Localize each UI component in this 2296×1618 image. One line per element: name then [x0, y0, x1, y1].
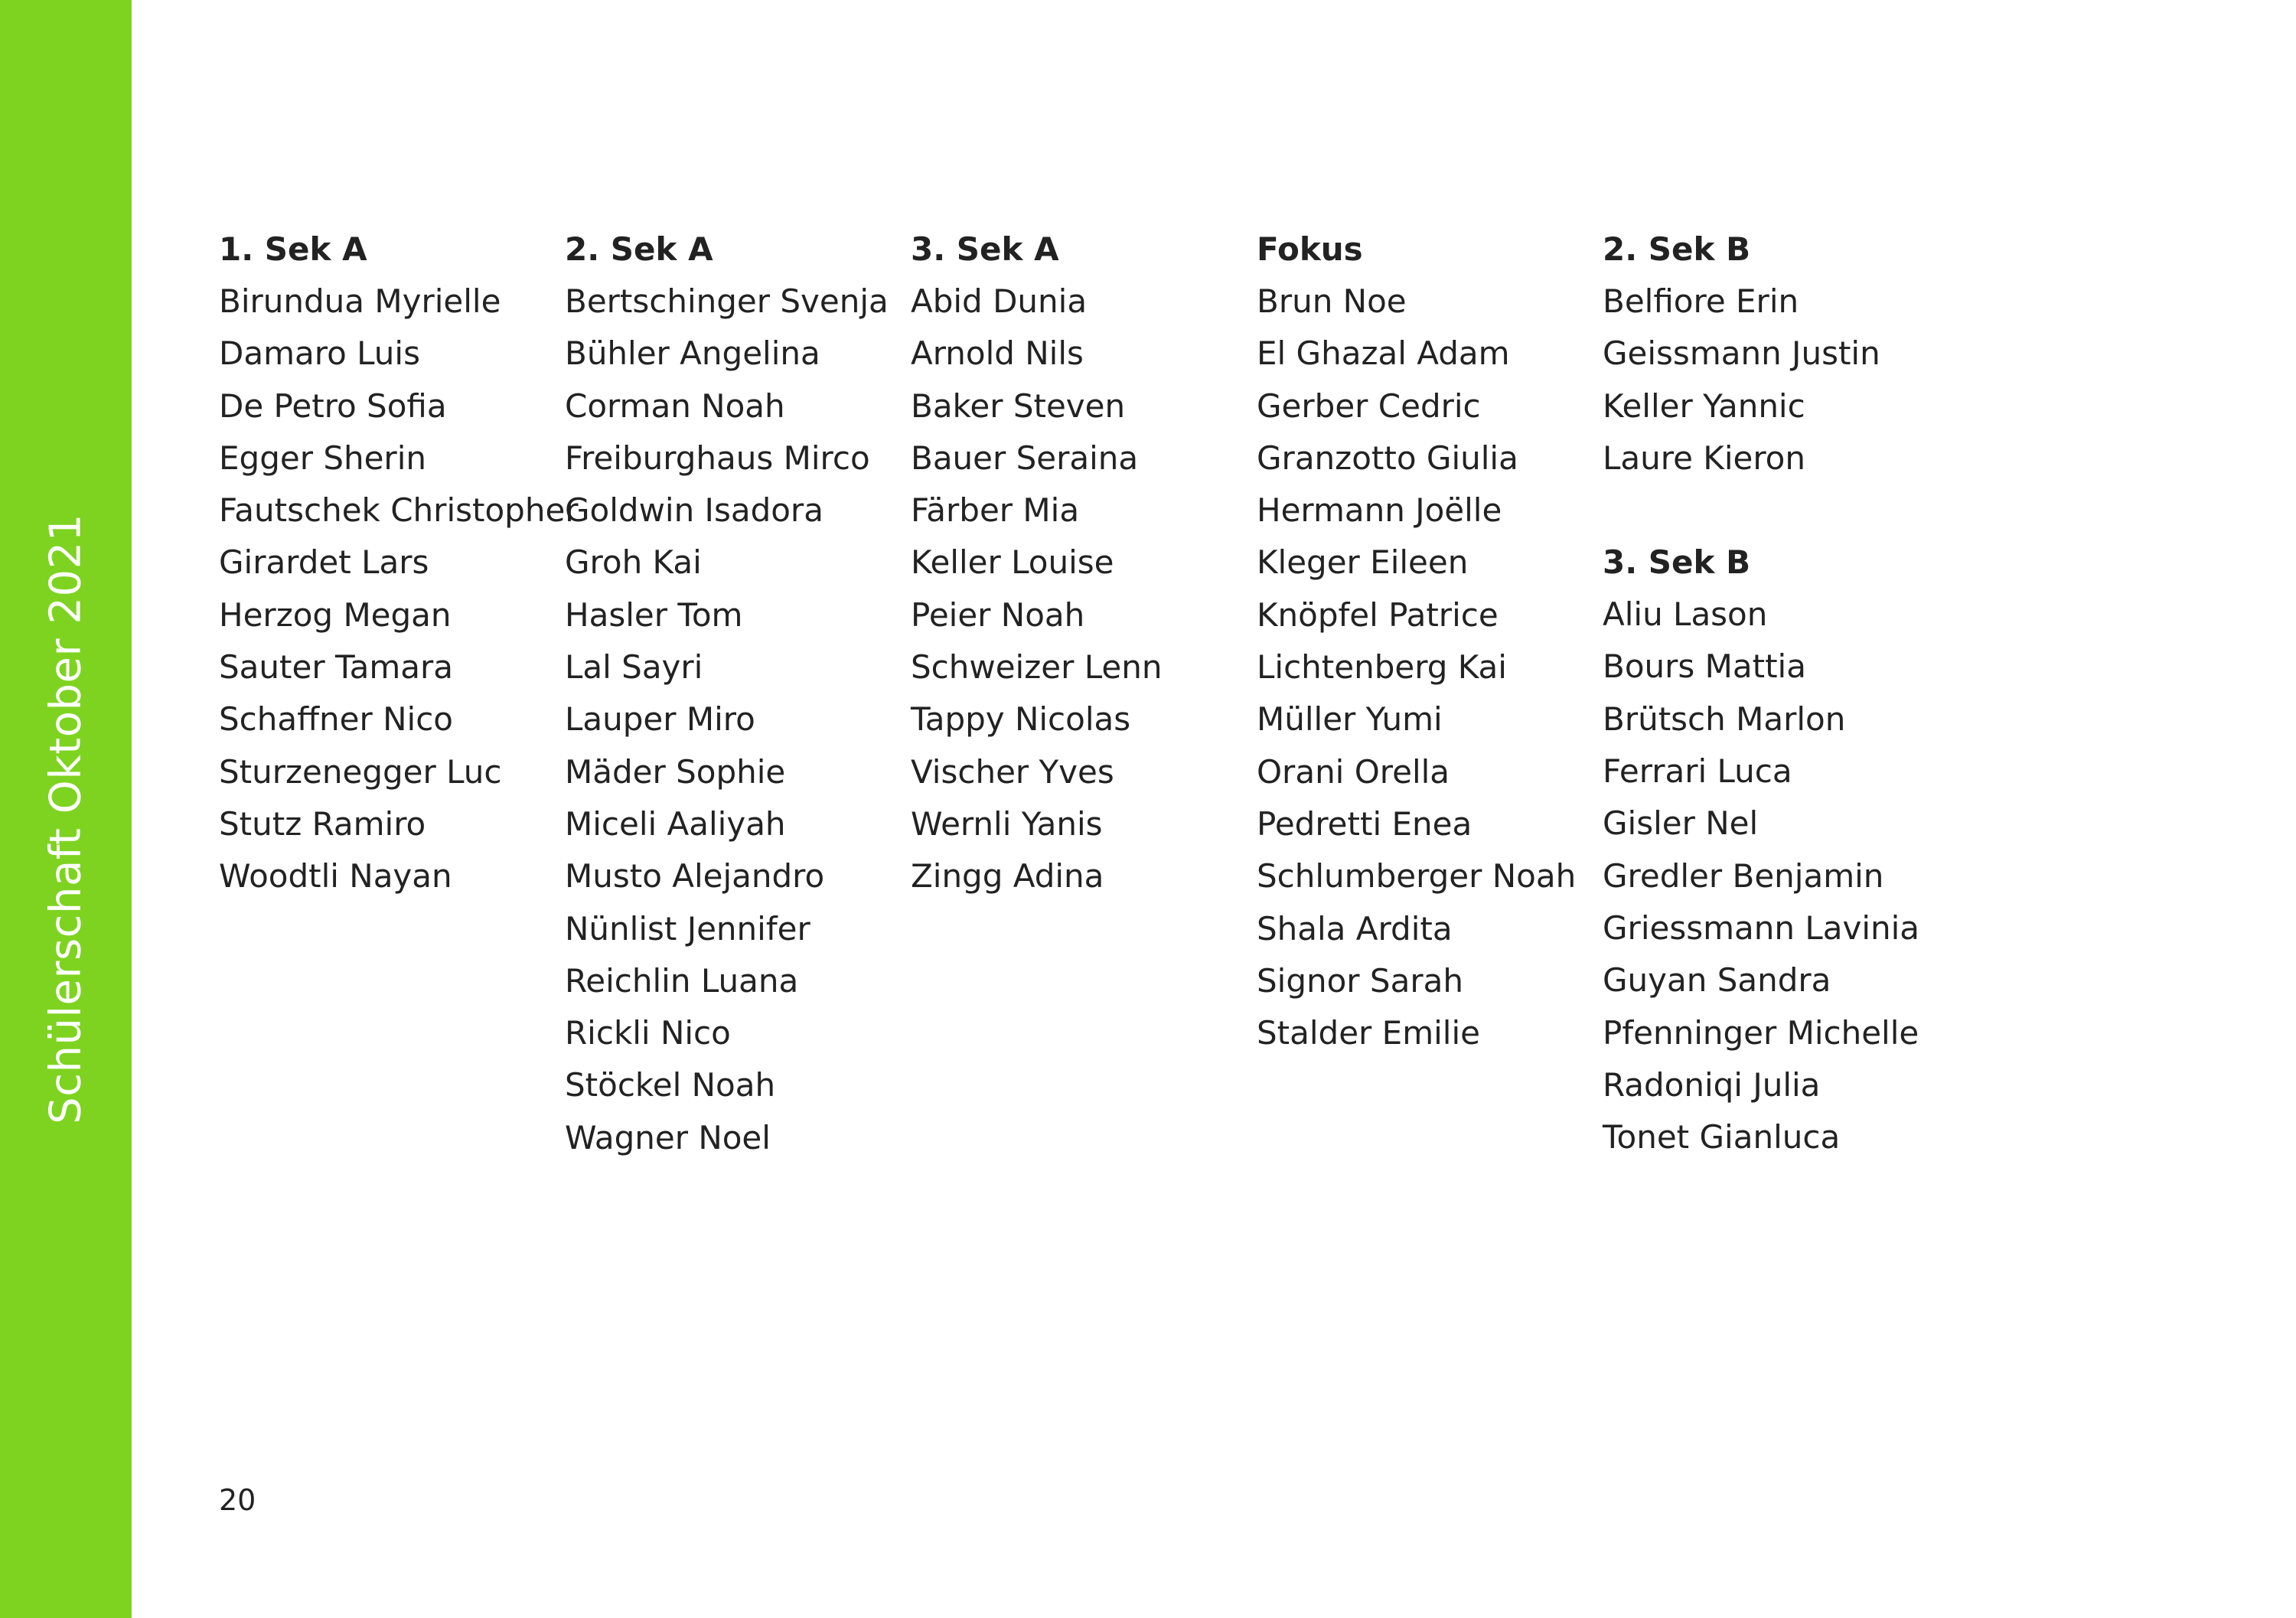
student-name: Arnold Nils	[911, 334, 1084, 373]
student-name: Knöpfel Patrice	[1257, 595, 1499, 634]
student-name: Wernli Yanis	[911, 804, 1103, 843]
student-name: Sturzenegger Luc	[219, 752, 502, 791]
student-list	[565, 276, 902, 1164]
page-number: 20	[219, 1483, 256, 1517]
student-name: Bertschinger Svenja	[565, 282, 889, 320]
class-group	[565, 223, 902, 1164]
student-name: Radoniqi Julia	[1603, 1065, 1821, 1104]
student-name: Sauter Tamara	[219, 648, 454, 687]
student-name: Damaro Luis	[219, 334, 420, 373]
student-name: Tonet Gianluca	[1603, 1118, 1841, 1156]
student-name: Bühler Angelina	[565, 334, 820, 373]
class-group	[1257, 223, 1593, 1059]
student-name: Hasler Tom	[565, 595, 743, 634]
student-name: Brütsch Marlon	[1603, 700, 1846, 738]
student-name: Bauer Seraina	[911, 439, 1139, 477]
group-spacer	[1603, 484, 1939, 537]
student-list	[911, 276, 1247, 903]
student-name: Orani Orella	[1257, 752, 1450, 791]
student-name: Stutz Ramiro	[219, 804, 426, 843]
student-name: Granzotto Giulia	[1257, 439, 1518, 477]
class-header: 2. Sek B	[1603, 230, 1751, 268]
student-name: Bours Mattia	[1603, 648, 1806, 686]
student-name: Lal Sayri	[565, 648, 703, 687]
student-name: Stalder Emilie	[1257, 1014, 1480, 1052]
student-name: Herzog Megan	[219, 595, 452, 634]
student-name: Griessmann Lavinia	[1603, 908, 1920, 947]
student-name: Müller Yumi	[1257, 700, 1443, 739]
student-name: Goldwin Isadora	[565, 491, 823, 530]
student-name: Signor Sarah	[1257, 961, 1463, 1000]
student-name: Woodtli Nayan	[219, 857, 452, 895]
student-name: Abid Dunia	[911, 282, 1088, 320]
student-name: Gredler Benjamin	[1603, 856, 1884, 895]
student-name: De Petro Sofia	[219, 387, 447, 425]
student-name: Pfenninger Michelle	[1603, 1013, 1919, 1052]
student-name: Schlumberger Noah	[1257, 857, 1577, 895]
class-group	[1603, 223, 1939, 484]
student-name: Mäder Sophie	[565, 752, 786, 791]
class-group	[911, 223, 1247, 903]
class-header: Fokus	[1257, 230, 1363, 268]
student-name: Schweizer Lenn	[911, 648, 1163, 687]
student-name: Rickli Nico	[565, 1014, 731, 1052]
student-name: Groh Kai	[565, 543, 702, 582]
student-name: Nünlist Jennifer	[565, 909, 810, 948]
student-name: Corman Noah	[565, 387, 785, 425]
student-name: Egger Sherin	[219, 439, 426, 477]
class-column-3	[911, 223, 1247, 903]
student-name: Belfiore Erin	[1603, 282, 1799, 320]
student-name: Reichlin Luana	[565, 961, 799, 1000]
class-header: 2. Sek A	[565, 230, 713, 268]
student-name: Pedretti Enea	[1257, 804, 1473, 843]
student-name: Lauper Miro	[565, 700, 755, 739]
student-name: Tappy Nicolas	[911, 700, 1131, 739]
student-name: Kleger Eileen	[1257, 543, 1469, 582]
student-name: Girardet Lars	[219, 543, 429, 582]
class-header: 3. Sek A	[911, 230, 1059, 268]
student-list	[1257, 276, 1593, 1059]
student-name: Freiburghaus Mirco	[565, 439, 870, 477]
student-name: Brun Noe	[1257, 282, 1407, 320]
student-name: Fautschek Christopher	[219, 491, 579, 530]
student-name: Keller Louise	[911, 543, 1114, 582]
class-column-2	[565, 223, 902, 1164]
student-name: Färber Mia	[911, 491, 1080, 530]
student-name: Gerber Cedric	[1257, 387, 1481, 425]
student-name: Wagner Noel	[565, 1118, 771, 1156]
class-group	[219, 223, 579, 903]
student-name: Miceli Aaliyah	[565, 804, 786, 843]
student-name: Peier Noah	[911, 595, 1085, 634]
student-name: Schaffner Nico	[219, 700, 453, 739]
student-name: Vischer Yves	[911, 752, 1114, 791]
student-name: Baker Steven	[911, 387, 1126, 425]
side-band	[0, 0, 132, 1618]
student-name: Birundua Myrielle	[219, 282, 501, 320]
student-name: Shala Ardita	[1257, 909, 1453, 948]
class-column-5	[1603, 223, 1939, 1163]
student-name: Keller Yannic	[1603, 387, 1805, 425]
side-title: Schülerschaft Oktober 2021	[41, 514, 91, 1124]
student-name: El Ghazal Adam	[1257, 334, 1510, 373]
student-name: Musto Alejandro	[565, 857, 825, 895]
class-column-4	[1257, 223, 1593, 1059]
student-name: Hermann Joëlle	[1257, 491, 1502, 530]
student-name: Aliu Lason	[1603, 595, 1768, 634]
class-group	[1603, 537, 1939, 1163]
student-list	[1603, 276, 1939, 484]
student-list	[1603, 589, 1939, 1163]
student-name: Stöckel Noah	[565, 1066, 776, 1104]
student-name: Ferrari Luca	[1603, 752, 1792, 791]
student-name: Gisler Nel	[1603, 804, 1759, 843]
student-list	[219, 276, 579, 903]
student-name: Zingg Adina	[911, 857, 1104, 895]
student-name: Guyan Sandra	[1603, 961, 1831, 1000]
student-name: Geissmann Justin	[1603, 334, 1880, 373]
student-name: Lichtenberg Kai	[1257, 648, 1507, 687]
student-name: Laure Kieron	[1603, 439, 1806, 477]
class-column-1	[219, 223, 579, 903]
class-header: 3. Sek B	[1603, 543, 1751, 582]
class-header: 1. Sek A	[219, 230, 367, 268]
